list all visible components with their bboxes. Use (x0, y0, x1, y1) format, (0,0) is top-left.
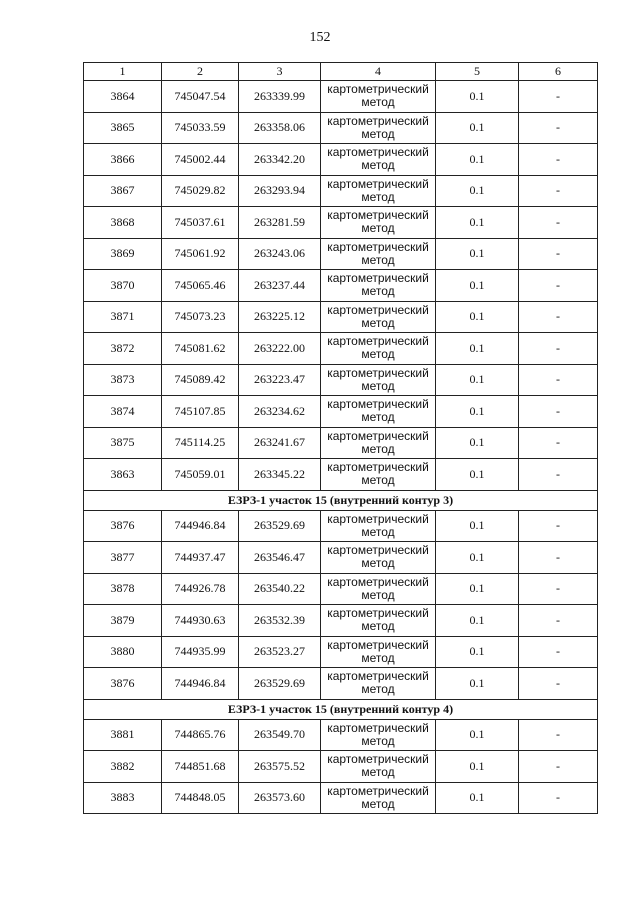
note-cell: - (519, 81, 598, 113)
table-row (84, 459, 598, 491)
point-number-cell: 3875 (84, 427, 162, 459)
method-cell: картометрический метод (321, 751, 436, 783)
point-number-cell: 3872 (84, 333, 162, 365)
x-coordinate-cell: 745059.01 (162, 459, 239, 491)
note-cell: - (519, 542, 598, 574)
x-coordinate-cell: 745081.62 (162, 333, 239, 365)
method-cell: картометрический метод (321, 207, 436, 239)
y-coordinate-cell: 263529.69 (239, 510, 321, 542)
table-row (84, 364, 598, 396)
accuracy-cell: 0.1 (436, 364, 519, 396)
method-cell: картометрический метод (321, 719, 436, 751)
section-header-row (84, 699, 598, 719)
note-cell: - (519, 144, 598, 176)
note-cell: - (519, 605, 598, 637)
method-cell: картометрический метод (321, 238, 436, 270)
column-header: 5 (436, 63, 519, 81)
table-row (84, 636, 598, 668)
method-cell: картометрический метод (321, 510, 436, 542)
y-coordinate-cell: 263529.69 (239, 668, 321, 700)
note-cell: - (519, 459, 598, 491)
accuracy-cell: 0.1 (436, 207, 519, 239)
table-row (84, 333, 598, 365)
table-row (84, 81, 598, 113)
y-coordinate-cell: 263358.06 (239, 112, 321, 144)
point-number-cell: 3880 (84, 636, 162, 668)
point-number-cell: 3865 (84, 112, 162, 144)
y-coordinate-cell: 263540.22 (239, 573, 321, 605)
accuracy-cell: 0.1 (436, 605, 519, 637)
point-number-cell: 3864 (84, 81, 162, 113)
accuracy-cell: 0.1 (436, 782, 519, 814)
section-title: ЕЗРЗ-1 участок 15 (внутренний контур 3) (84, 490, 598, 510)
table-row (84, 573, 598, 605)
accuracy-cell: 0.1 (436, 427, 519, 459)
point-number-cell: 3883 (84, 782, 162, 814)
point-number-cell: 3881 (84, 719, 162, 751)
point-number-cell: 3877 (84, 542, 162, 574)
accuracy-cell: 0.1 (436, 573, 519, 605)
y-coordinate-cell: 263575.52 (239, 751, 321, 783)
y-coordinate-cell: 263532.39 (239, 605, 321, 637)
note-cell: - (519, 782, 598, 814)
column-header: 3 (239, 63, 321, 81)
accuracy-cell: 0.1 (436, 719, 519, 751)
accuracy-cell: 0.1 (436, 238, 519, 270)
y-coordinate-cell: 263573.60 (239, 782, 321, 814)
table-row (84, 144, 598, 176)
y-coordinate-cell: 263225.12 (239, 301, 321, 333)
y-coordinate-cell: 263339.99 (239, 81, 321, 113)
point-number-cell: 3866 (84, 144, 162, 176)
y-coordinate-cell: 263523.27 (239, 636, 321, 668)
method-cell: картометрический метод (321, 668, 436, 700)
x-coordinate-cell: 744926.78 (162, 573, 239, 605)
method-cell: картометрический метод (321, 605, 436, 637)
x-coordinate-cell: 745037.61 (162, 207, 239, 239)
method-cell: картометрический метод (321, 81, 436, 113)
x-coordinate-cell: 744946.84 (162, 668, 239, 700)
note-cell: - (519, 510, 598, 542)
point-number-cell: 3870 (84, 270, 162, 302)
y-coordinate-cell: 263281.59 (239, 207, 321, 239)
x-coordinate-cell: 744937.47 (162, 542, 239, 574)
table-body (84, 81, 598, 814)
point-number-cell: 3879 (84, 605, 162, 637)
note-cell: - (519, 427, 598, 459)
point-number-cell: 3871 (84, 301, 162, 333)
accuracy-cell: 0.1 (436, 270, 519, 302)
table-row (84, 238, 598, 270)
accuracy-cell: 0.1 (436, 175, 519, 207)
table-row (84, 427, 598, 459)
note-cell: - (519, 207, 598, 239)
y-coordinate-cell: 263222.00 (239, 333, 321, 365)
x-coordinate-cell: 745065.46 (162, 270, 239, 302)
x-coordinate-cell: 745047.54 (162, 81, 239, 113)
method-cell: картометрический метод (321, 542, 436, 574)
x-coordinate-cell: 744865.76 (162, 719, 239, 751)
x-coordinate-cell: 744930.63 (162, 605, 239, 637)
y-coordinate-cell: 263345.22 (239, 459, 321, 491)
method-cell: картометрический метод (321, 333, 436, 365)
y-coordinate-cell: 263243.06 (239, 238, 321, 270)
point-number-cell: 3874 (84, 396, 162, 428)
table-row (84, 542, 598, 574)
y-coordinate-cell: 263237.44 (239, 270, 321, 302)
note-cell: - (519, 364, 598, 396)
x-coordinate-cell: 744848.05 (162, 782, 239, 814)
point-number-cell: 3873 (84, 364, 162, 396)
table-row (84, 782, 598, 814)
column-header: 6 (519, 63, 598, 81)
accuracy-cell: 0.1 (436, 112, 519, 144)
table-row (84, 175, 598, 207)
note-cell: - (519, 270, 598, 302)
accuracy-cell: 0.1 (436, 510, 519, 542)
point-number-cell: 3869 (84, 238, 162, 270)
note-cell: - (519, 175, 598, 207)
table-row (84, 510, 598, 542)
method-cell: картометрический метод (321, 144, 436, 176)
point-number-cell: 3878 (84, 573, 162, 605)
table-header-row (84, 63, 598, 81)
table-row (84, 719, 598, 751)
table-row (84, 207, 598, 239)
note-cell: - (519, 636, 598, 668)
column-header: 2 (162, 63, 239, 81)
point-number-cell: 3867 (84, 175, 162, 207)
x-coordinate-cell: 745002.44 (162, 144, 239, 176)
x-coordinate-cell: 744935.99 (162, 636, 239, 668)
page-number: 152 (309, 30, 331, 45)
method-cell: картометрический метод (321, 782, 436, 814)
note-cell: - (519, 333, 598, 365)
method-cell: картометрический метод (321, 112, 436, 144)
method-cell: картометрический метод (321, 573, 436, 605)
method-cell: картометрический метод (321, 301, 436, 333)
section-header-row (84, 490, 598, 510)
note-cell: - (519, 396, 598, 428)
method-cell: картометрический метод (321, 636, 436, 668)
note-cell: - (519, 719, 598, 751)
y-coordinate-cell: 263546.47 (239, 542, 321, 574)
method-cell: картометрический метод (321, 270, 436, 302)
method-cell: картометрический метод (321, 364, 436, 396)
method-cell: картометрический метод (321, 175, 436, 207)
accuracy-cell: 0.1 (436, 636, 519, 668)
coordinates-table (83, 62, 598, 814)
y-coordinate-cell: 263293.94 (239, 175, 321, 207)
accuracy-cell: 0.1 (436, 459, 519, 491)
note-cell: - (519, 751, 598, 783)
x-coordinate-cell: 745033.59 (162, 112, 239, 144)
y-coordinate-cell: 263234.62 (239, 396, 321, 428)
method-cell: картометрический метод (321, 396, 436, 428)
table-row (84, 605, 598, 637)
x-coordinate-cell: 745107.85 (162, 396, 239, 428)
x-coordinate-cell: 745061.92 (162, 238, 239, 270)
x-coordinate-cell: 745089.42 (162, 364, 239, 396)
point-number-cell: 3876 (84, 668, 162, 700)
accuracy-cell: 0.1 (436, 668, 519, 700)
point-number-cell: 3882 (84, 751, 162, 783)
accuracy-cell: 0.1 (436, 542, 519, 574)
y-coordinate-cell: 263241.67 (239, 427, 321, 459)
column-header: 4 (321, 63, 436, 81)
method-cell: картометрический метод (321, 459, 436, 491)
table-row (84, 270, 598, 302)
table-row (84, 396, 598, 428)
note-cell: - (519, 112, 598, 144)
accuracy-cell: 0.1 (436, 751, 519, 783)
y-coordinate-cell: 263223.47 (239, 364, 321, 396)
accuracy-cell: 0.1 (436, 81, 519, 113)
table-row (84, 112, 598, 144)
table-row (84, 668, 598, 700)
note-cell: - (519, 238, 598, 270)
accuracy-cell: 0.1 (436, 396, 519, 428)
point-number-cell: 3876 (84, 510, 162, 542)
accuracy-cell: 0.1 (436, 333, 519, 365)
x-coordinate-cell: 744851.68 (162, 751, 239, 783)
accuracy-cell: 0.1 (436, 144, 519, 176)
x-coordinate-cell: 744946.84 (162, 510, 239, 542)
x-coordinate-cell: 745029.82 (162, 175, 239, 207)
section-title: ЕЗРЗ-1 участок 15 (внутренний контур 4) (84, 699, 598, 719)
point-number-cell: 3863 (84, 459, 162, 491)
column-header: 1 (84, 63, 162, 81)
accuracy-cell: 0.1 (436, 301, 519, 333)
y-coordinate-cell: 263342.20 (239, 144, 321, 176)
method-cell: картометрический метод (321, 427, 436, 459)
x-coordinate-cell: 745114.25 (162, 427, 239, 459)
y-coordinate-cell: 263549.70 (239, 719, 321, 751)
note-cell: - (519, 668, 598, 700)
note-cell: - (519, 573, 598, 605)
note-cell: - (519, 301, 598, 333)
table-row (84, 751, 598, 783)
point-number-cell: 3868 (84, 207, 162, 239)
x-coordinate-cell: 745073.23 (162, 301, 239, 333)
table-row (84, 301, 598, 333)
